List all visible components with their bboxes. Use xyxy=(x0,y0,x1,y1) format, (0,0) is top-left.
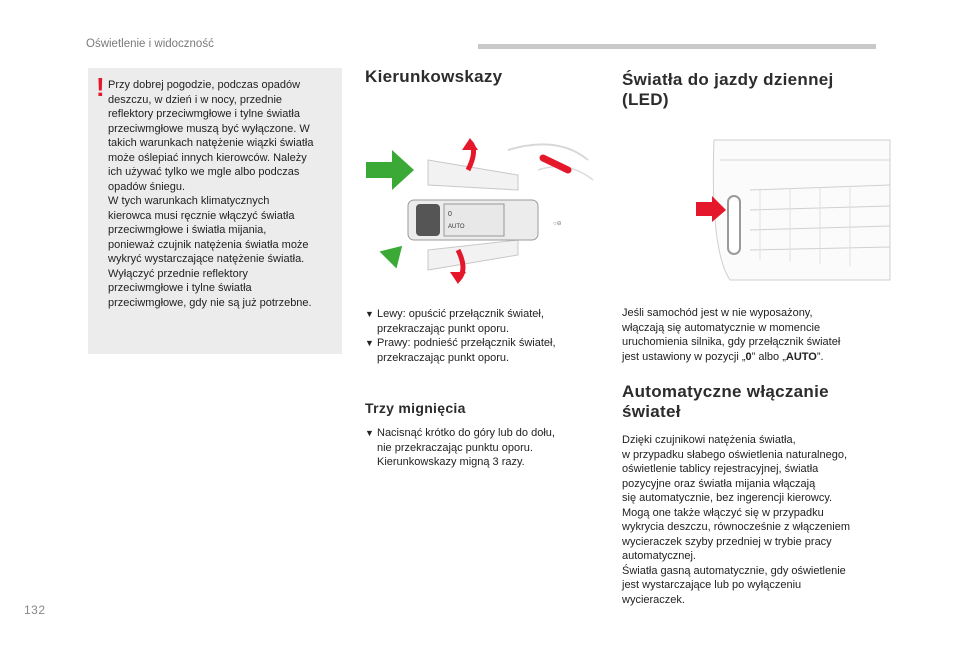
warning-text: Przy dobrej pogodzie, podczas opadów deszczu, w dzień i w nocy, przednie reflektory przeciwmgłowe i tylne światła przeciwmgłowe muszą być wyłączone. W takich warunkach natężenie wiązki światła może oślepiać innych kierowców. Należy ich używać tylko we mgle albo podczas opadów śniegu. W tych warunkach klimatycznych kierowca musi ręcznie włączyć światła przeciwmgłowe i światła mijania, ponieważ czujnik natężenia światła może wykryć wystarczające natężenie światła. Wyłączyć przednie reflektory przeciwmgłowe i tylne światła przeciwmgłowe, gdy nie są już potrzebne. xyxy=(108,79,314,309)
auto-paragraph: Dzięki czujnikowi natężenia światła, w przypadku słabego oświetlenia naturalnego, oświetlenie tablicy rejestracyjnej, światła pozycyjne oraz światła mijania włączają się automatycznie, bez ingerencji kierowcy. Mogą one także włączyć się w przypadku wykrycia deszczu, równocześnie z włączeniem wycieraczek szyby przedniej w trybie pracy automatycznej. Światła gasną automatycznie, gdy oświetlenie jest wystarczające lub po wyłączeniu wycieraczek. xyxy=(622,434,851,606)
svg-text:○⊖: ○⊖ xyxy=(553,221,562,227)
indicator-stalk-illustration xyxy=(358,130,598,290)
heading-automatyczne: Automatyczne włączanie świateł xyxy=(622,382,829,421)
led-paragraph: Jeśli samochód jest w nie wyposażony, włączają się automatycznie w momencie uruchomienia silnika, gdy przełącznik świateł jest ustawiony w pozycji „0” albo „AUTO”. xyxy=(622,307,841,363)
warning-icon: ! xyxy=(96,72,105,102)
list-item: ▼ Nacisnąć krótko do góry lub do dołu, nie przekraczając punktu oporu. Kierunkowskazy migną 3 razy. xyxy=(365,427,555,468)
bullet-icon: ▼ xyxy=(365,309,374,319)
list-item: ▼ Prawy: podnieść przełącznik świateł, przekraczając punkt oporu. xyxy=(365,337,556,364)
bullet-icon: ▼ xyxy=(365,428,374,438)
bullet-icon: ▼ xyxy=(365,338,374,348)
kierunkowskazy-list xyxy=(365,307,597,365)
heading-kierunkowskazy: Kierunkowskazy xyxy=(365,67,503,86)
heading-led: Światła do jazdy dziennej (LED) xyxy=(622,70,834,109)
page-number: 132 xyxy=(24,603,46,617)
list-item: ▼ Lewy: opuścić przełącznik świateł, przekraczając punkt oporu. xyxy=(365,308,544,335)
switch-label-off: 0 xyxy=(448,211,452,218)
green-arrow-up-icon xyxy=(366,150,414,190)
heading-trzy-migniecia: Trzy mignięcia xyxy=(365,400,466,416)
section-header-title: Oświetlenie i widoczność xyxy=(86,38,214,50)
led-lights-illustration xyxy=(690,130,892,290)
trzy-list xyxy=(365,426,597,470)
warning-box xyxy=(88,68,342,354)
switch-label-auto: AUTO xyxy=(448,224,465,230)
green-arrow-down-icon xyxy=(364,237,411,284)
header-divider xyxy=(478,44,876,49)
